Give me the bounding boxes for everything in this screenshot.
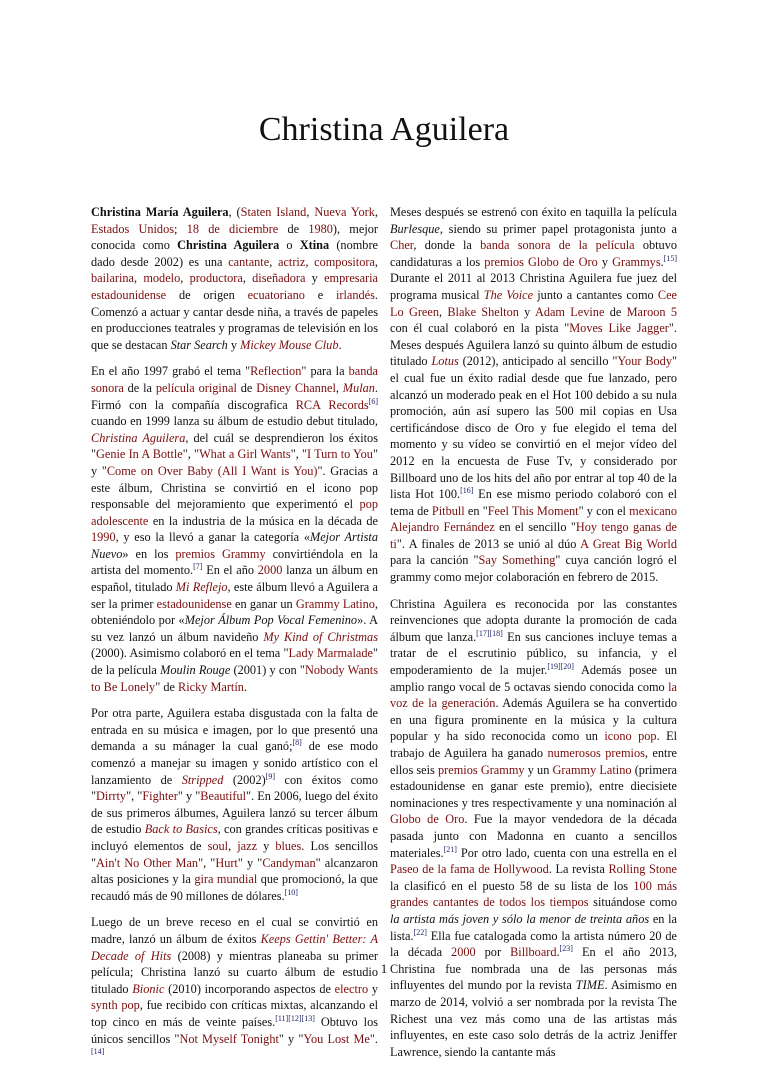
right-column bbox=[390, 204, 677, 1070]
text: , obteniéndolo por « bbox=[91, 596, 378, 628]
text: En el año bbox=[202, 563, 258, 578]
text: , bbox=[438, 304, 448, 319]
text: e bbox=[304, 287, 336, 302]
citation[interactable]: [11][12][13] bbox=[275, 1013, 315, 1023]
text: " y " bbox=[278, 1031, 304, 1046]
link-gira-mundial[interactable]: gira mundial bbox=[194, 872, 258, 887]
text: ", " bbox=[126, 789, 143, 804]
link-staten-island[interactable]: Staten Island bbox=[240, 205, 307, 219]
link-stripped[interactable]: Stripped bbox=[181, 772, 224, 787]
text: ; bbox=[174, 221, 187, 236]
citation[interactable]: [17][18] bbox=[476, 628, 503, 638]
italic-mejor-artista-nuevo: Mejor Artista Nuevo bbox=[91, 530, 378, 561]
link-nobody-wants-to-be-lonely[interactable]: Nobody Wants to Be Lonely bbox=[91, 663, 379, 694]
name-bold: Christina María Aguilera bbox=[91, 205, 229, 219]
text: en la industria de la música en la década de bbox=[148, 513, 378, 528]
text: Luego de un breve receso en el cual se convirtió en madre, lanzó un álbum de éxitos bbox=[91, 915, 378, 946]
text: , bbox=[180, 271, 190, 286]
text: ", " bbox=[198, 855, 216, 870]
link-1990[interactable]: 1990 bbox=[91, 530, 116, 545]
text: , bbox=[306, 205, 315, 219]
text: , entre ellos seis bbox=[390, 746, 678, 777]
link-feel-this-moment[interactable]: Feel This Moment bbox=[487, 503, 579, 518]
link-synth-pop[interactable]: synth pop bbox=[91, 998, 140, 1013]
citation[interactable]: [23] bbox=[559, 944, 573, 954]
text: ". En 2006, luego del éxito de sus primeros álbumes, Aguilera lanzó su tercer álbum de estudio bbox=[91, 789, 378, 837]
link-not-myself-tonight[interactable]: Not Myself Tonight bbox=[179, 1031, 279, 1046]
text: , ( bbox=[228, 205, 241, 219]
citation[interactable]: [8] bbox=[292, 738, 302, 748]
italic-star-search: Star Search bbox=[170, 337, 228, 352]
link-bionic[interactable]: Bionic bbox=[132, 981, 165, 996]
text: . El trabajo de Aguilera ha ganado bbox=[390, 729, 678, 760]
link-disney-channel[interactable]: Disney Channel bbox=[256, 380, 336, 395]
text: " el cual fue un éxito radial desde que fue lanzado, pero alcanzó un moderado peak en el Hot 100 debido a su nula promoción, aún así supero las 500 mil copias en Usa certificándose disco de Oro y fue elegido el tema del momento y su vídeo se convirtió en el mejor vídeo del 2012 en la encuesta de Fuse Tv, y considerado por Billboard uno de los hits del año por entrar al top 40 de la lista Hot 100. bbox=[390, 354, 678, 502]
link-mexicano[interactable]: mexicano bbox=[629, 503, 677, 518]
text: , siendo su primer papel protagonista junto a bbox=[439, 221, 677, 236]
link-pitbull[interactable]: Pitbull bbox=[431, 503, 465, 518]
link-beautiful[interactable]: Beautiful bbox=[200, 789, 247, 804]
link-hurt[interactable]: Hurt bbox=[215, 855, 238, 870]
text: (2000). Asimismo colaboró en el tema " bbox=[91, 646, 289, 661]
link-you-lost-me[interactable]: You Lost Me bbox=[303, 1031, 370, 1046]
text: y un bbox=[524, 762, 553, 777]
link-electro[interactable]: electro bbox=[334, 981, 369, 996]
link-nueva-york[interactable]: Nueva York bbox=[314, 205, 375, 219]
link-pelicula-original[interactable]: película original bbox=[155, 380, 237, 395]
text: lanza un álbum en español, titulado bbox=[91, 563, 378, 595]
link-ricky-martin[interactable]: Ricky Martín bbox=[178, 679, 244, 694]
text: . bbox=[556, 945, 560, 960]
text: . Además Aguilera se ha convertido en una figura prominente en la música y la cultura popular y ha sido reconocida como un bbox=[390, 696, 677, 744]
italic-artista-mas-joven: la artista más joven y sólo la menor de treinta años bbox=[390, 911, 650, 926]
text: , bbox=[228, 838, 238, 853]
link-back-to-basics[interactable]: Back to Basics bbox=[144, 822, 218, 837]
link-lotus[interactable]: Lotus bbox=[431, 354, 459, 369]
text: . La revista bbox=[548, 862, 609, 877]
link-numerosos-premios[interactable]: numerosos premios bbox=[547, 746, 645, 760]
text: para la canción " bbox=[390, 553, 479, 568]
italic-time: TIME bbox=[575, 978, 605, 993]
text: ", " bbox=[290, 447, 308, 462]
left-column bbox=[91, 204, 378, 1074]
link-pop-adolescente[interactable]: pop adolescente bbox=[91, 497, 378, 528]
link-grammys[interactable]: Grammys bbox=[612, 254, 661, 269]
link-alejandro-fernandez[interactable]: Alejandro Fernández bbox=[390, 520, 495, 535]
text: , bbox=[374, 205, 378, 219]
link-cher[interactable]: Cher bbox=[390, 238, 414, 253]
text: En sus canciones incluye temas a tratar de el escrutinio público, su infancia, y el empoderamiento de la mujer. bbox=[390, 629, 678, 678]
text: y bbox=[368, 981, 378, 996]
text: Además posee un amplio rango vocal de 5 octavas siendo conocida como bbox=[390, 663, 677, 694]
text: de bbox=[236, 380, 257, 395]
paragraph-career bbox=[91, 363, 378, 695]
text: (nombre dado desde 2002) es una bbox=[91, 238, 379, 269]
link-estados-unidos[interactable]: Estados Unidos bbox=[91, 221, 175, 236]
link-cantante[interactable]: cantante bbox=[228, 254, 270, 269]
citation[interactable]: [22] bbox=[413, 927, 427, 937]
text: " cuya canción logró el grammy como mejor colaboración en febrero de 2015. bbox=[390, 553, 678, 585]
text: , bbox=[242, 271, 253, 286]
text: , bbox=[374, 254, 378, 269]
link-100-mas-grandes-cantantes[interactable]: 100 más grandes cantantes de todos los tiempos bbox=[390, 878, 678, 910]
text: Durante el 2011 al 2013 Christina Aguilera fue juez del programa musical bbox=[390, 271, 677, 302]
link-globo-de-oro[interactable]: Globo de Oro bbox=[390, 812, 465, 827]
citation[interactable]: [15] bbox=[663, 253, 678, 263]
citation[interactable]: [16] bbox=[460, 486, 474, 495]
text: Ella fue catalogada como la artista número 20 de la década bbox=[390, 928, 677, 960]
text: o bbox=[279, 238, 300, 253]
link-i-turn-to-you[interactable]: I Turn to You bbox=[307, 447, 373, 462]
link-mi-reflejo[interactable]: Mi Reflejo bbox=[175, 580, 228, 595]
text: " y " bbox=[91, 447, 378, 478]
text: en el sencillo " bbox=[494, 520, 576, 535]
text: , del cuál se desprendieron los éxitos " bbox=[91, 430, 378, 462]
link-candyman[interactable]: Candyman bbox=[262, 855, 316, 870]
link-lady-marmalade[interactable]: Lady Marmalade bbox=[288, 646, 373, 661]
text: ", " bbox=[182, 447, 200, 462]
text: de ese modo comenzó a manejar su imagen y sonido artístico con el lanzamiento de bbox=[91, 739, 378, 787]
page-number: 1 bbox=[380, 961, 388, 976]
link-mickey-mouse-club[interactable]: Mickey Mouse Club bbox=[240, 337, 339, 352]
italic-burlesque: Burlesque bbox=[390, 221, 440, 236]
text: , con grandes críticas positivas e incluyó elementos de bbox=[91, 822, 378, 853]
link-18-diciembre[interactable]: 18 de diciembre bbox=[186, 221, 279, 236]
text: y bbox=[597, 254, 613, 269]
text: en " bbox=[464, 503, 488, 518]
text: Obtuvo los únicos sencillos " bbox=[91, 1014, 378, 1046]
link-banda-sonora[interactable]: banda sonora bbox=[91, 364, 378, 395]
link-mulan[interactable]: Mulan bbox=[342, 380, 375, 395]
text: " alcanzaron altas posiciones y la bbox=[91, 855, 378, 887]
link-empresaria[interactable]: empresaria bbox=[324, 271, 378, 286]
text: . bbox=[338, 337, 342, 352]
text: ), mejor conocida como bbox=[91, 221, 378, 253]
text: en la lista. bbox=[390, 911, 677, 943]
text: . bbox=[243, 679, 247, 694]
text: la clasificó en el puesto 58 de su lista de los bbox=[390, 878, 634, 893]
link-2000[interactable]: 2000 bbox=[451, 945, 476, 960]
text: . Los sencillos " bbox=[91, 838, 378, 870]
citation[interactable]: [6] bbox=[368, 396, 378, 406]
text: Meses después se estrenó con éxito en taquilla la película bbox=[390, 205, 677, 219]
link-irlandes[interactable]: irlandés bbox=[335, 287, 375, 302]
text: convirtiéndola en la artista del momento. bbox=[91, 546, 379, 578]
link-la-voz-de-la-generacion[interactable]: la voz de la generación bbox=[390, 679, 677, 711]
link-rolling-stone[interactable]: Rolling Stone bbox=[608, 862, 678, 877]
text: que promocionó, la que recaudó más de 90 millones de dólares. bbox=[91, 872, 378, 903]
text: En ese mismo periodo colaboró con el tema de bbox=[390, 487, 678, 518]
text: . Asimismo en marzo de 2014, volvió a ser nombrada por la revista The Richest una vez más como una de las artistas más influyentes, en este caso solo detrás de la actriz Jeniffer Lawrence, siendo la cantante más bbox=[390, 978, 677, 1059]
link-disenadora[interactable]: diseñadora bbox=[252, 271, 306, 286]
link-adam-levine[interactable]: Adam Levine bbox=[534, 304, 605, 319]
text: (primera estadounidense en ganar este premio), entre diecisiete nominaciones y tres respectivamente y una nominación al bbox=[390, 762, 678, 810]
link-compositora[interactable]: compositora bbox=[314, 254, 375, 269]
page-title: Christina Aguilera bbox=[258, 111, 510, 148]
bold-christina-aguilera: Christina Aguilera bbox=[177, 238, 280, 253]
text: , bbox=[134, 271, 144, 286]
text: . Comenzó a actuar y cantar desde niña, a través de papeles en producciones teatrales y programas de televisión en los que se destacan bbox=[91, 287, 378, 352]
text: , este álbum llevó a Aguilera a ser la primer bbox=[91, 580, 378, 611]
text: (2002) bbox=[223, 772, 266, 787]
text: con éxitos como " bbox=[91, 772, 378, 804]
text: Christina Aguilera es reconocida por las constantes reinvenciones que adopta durante la promoción de cada álbum que lanza. bbox=[390, 596, 677, 644]
text: " y " bbox=[177, 789, 201, 804]
text: junto a cantantes como bbox=[533, 287, 658, 302]
text: y bbox=[518, 304, 535, 319]
link-fighter[interactable]: Fighter bbox=[142, 789, 178, 804]
link-2000[interactable]: 2000 bbox=[257, 563, 283, 578]
link-premios-grammy[interactable]: premios Grammy bbox=[175, 546, 266, 561]
text: Por otra parte, Aguilera estaba disgustada con la falta de entrada en su música e imagen, por lo que presentó una demanda a su mánager la cual ganó; bbox=[91, 706, 378, 754]
text: cuando en 1999 lanza su álbum de estudio debut titulado, bbox=[91, 414, 378, 429]
bold-xtina: Xtina bbox=[299, 238, 330, 253]
link-banda-sonora-pelicula[interactable]: banda sonora de la película bbox=[480, 238, 635, 253]
link-a-great-big-world[interactable]: A Great Big World bbox=[580, 536, 677, 551]
text: , bbox=[269, 254, 278, 269]
text: de bbox=[278, 221, 309, 236]
link-modelo[interactable]: modelo bbox=[143, 271, 181, 286]
link-cee-lo-green[interactable]: Cee Lo Green bbox=[390, 287, 677, 319]
text: ". bbox=[369, 1031, 378, 1046]
text: de origen bbox=[166, 287, 248, 302]
text: ". Gracias a este álbum, Christina se convirtió en el icono pop responsable del mejoramiento que experimentó el bbox=[91, 463, 378, 512]
text: " de bbox=[155, 679, 178, 694]
text: » en los bbox=[122, 546, 176, 561]
text: de la bbox=[123, 380, 156, 395]
link-maroon-5[interactable]: Maroon 5 bbox=[626, 304, 677, 319]
text: obtuvo candidaturas a los bbox=[390, 238, 678, 269]
link-reflection[interactable]: Reflection bbox=[250, 364, 302, 379]
text: en ganar un bbox=[231, 596, 296, 611]
link-blake-shelton[interactable]: Blake Shelton bbox=[447, 304, 519, 319]
text: " y " bbox=[237, 855, 263, 870]
text: y bbox=[305, 271, 325, 286]
text: (2012), anticipado al sencillo " bbox=[458, 354, 618, 369]
text: situándose como bbox=[588, 895, 678, 910]
link-estadounidense[interactable]: estadounidense bbox=[156, 596, 232, 611]
link-the-voice[interactable]: The Voice bbox=[483, 287, 534, 302]
text: En el año 2013, Christina fue nombrada una de las personas más influyentes del mundo por la revista bbox=[390, 945, 677, 993]
citation[interactable]: [10] bbox=[284, 887, 298, 897]
link-keeps-gettin-better[interactable]: Keeps Gettin' Better: A Decade of Hits bbox=[91, 931, 378, 963]
citation[interactable]: [14] bbox=[91, 1047, 105, 1056]
link-rca-records[interactable]: RCA Records bbox=[295, 397, 369, 412]
text: por bbox=[475, 945, 511, 960]
link-say-something[interactable]: Say Something bbox=[478, 553, 556, 568]
text: ». A su vez lanzó un álbum navideño bbox=[91, 613, 378, 644]
citation[interactable]: [19][20] bbox=[547, 661, 574, 671]
link-dirrty[interactable]: Dirrty bbox=[96, 789, 127, 804]
text: con él cual colaboró en la pista " bbox=[390, 321, 570, 336]
link-icono-pop[interactable]: icono pop bbox=[604, 729, 657, 744]
link-soul[interactable]: soul bbox=[207, 838, 229, 853]
paragraph-bionic bbox=[91, 914, 378, 1063]
link-christina-aguilera-album[interactable]: Christina Aguilera bbox=[91, 430, 186, 445]
text: , y eso la llevó a ganar la categoría « bbox=[115, 530, 310, 545]
citation[interactable]: [21] bbox=[443, 844, 457, 854]
text: , bbox=[335, 380, 343, 395]
link-blues[interactable]: blues bbox=[275, 838, 302, 853]
paragraph-stripped bbox=[91, 705, 378, 904]
text: . bbox=[660, 254, 664, 269]
link-productora[interactable]: productora bbox=[189, 271, 243, 286]
link-actriz[interactable]: actriz bbox=[278, 254, 306, 269]
citation[interactable]: [9] bbox=[265, 771, 276, 781]
text: . Fue la mayor vendedora de la década pasada junto con Madonna en cuanto a sencillos materiales. bbox=[390, 812, 677, 860]
link-premios-grammy[interactable]: premios Grammy bbox=[438, 762, 525, 777]
citation[interactable]: [7] bbox=[193, 562, 203, 572]
text: ". A finales de 2013 se unió al dúo bbox=[396, 536, 581, 551]
italic-moulin-rouge: Moulin Rouge bbox=[160, 663, 231, 678]
text: , fue recibido con críticas mixtas, alcanzando el top cinco en más de veinte países. bbox=[91, 998, 378, 1029]
link-my-kind-of-christmas[interactable]: My Kind of Christmas bbox=[263, 629, 378, 644]
text: " para la bbox=[301, 364, 349, 379]
paragraph-legacy bbox=[390, 596, 677, 1061]
link-billboard[interactable]: Billboard bbox=[510, 945, 557, 960]
text: . Firmó con la compañía discografica bbox=[91, 380, 378, 412]
link-what-a-girl-wants[interactable]: What a Girl Wants bbox=[199, 447, 291, 462]
link-aint-no-other-man[interactable]: Ain't No Other Man bbox=[96, 855, 199, 870]
text: (2001) y con " bbox=[230, 663, 305, 678]
italic-mejor-album: Mejor Álbum Pop Vocal Femenino bbox=[184, 613, 358, 628]
link-genie-in-a-bottle[interactable]: Genie In A Bottle bbox=[96, 447, 183, 462]
link-1980[interactable]: 1980 bbox=[308, 221, 333, 236]
text: " de la película bbox=[91, 646, 378, 678]
link-paseo-de-la-fama[interactable]: Paseo de la fama de Hollywood bbox=[390, 862, 549, 877]
link-grammy-latino[interactable]: Grammy Latino bbox=[552, 762, 632, 777]
text: y bbox=[227, 337, 241, 352]
link-grammy-latino[interactable]: Grammy Latino bbox=[295, 596, 375, 611]
text: En el año 1997 grabó el tema " bbox=[91, 364, 251, 379]
link-hoy-tengo-ganas-de-ti[interactable]: Hoy tengo ganas de ti bbox=[390, 520, 677, 551]
link-bailarina[interactable]: bailarina bbox=[91, 271, 135, 286]
text: (2008) y mientras planeaba su primer película; Christina lanzó su cuarto álbum de estudio titulado bbox=[91, 948, 378, 996]
paragraph-burlesque bbox=[390, 204, 677, 586]
link-come-on-over-baby[interactable]: Come on Over Baby (All I Want is You) bbox=[106, 463, 318, 478]
text: (2010) incorporando aspectos de bbox=[164, 981, 335, 996]
text: Por otro lado, cuenta con una estrella en el bbox=[456, 845, 677, 860]
link-premios-globo-de-oro[interactable]: premios Globo de Oro bbox=[484, 254, 598, 269]
text: , donde la bbox=[413, 238, 481, 253]
link-estadounidense[interactable]: estadounidense bbox=[91, 287, 167, 302]
text: " y con el bbox=[578, 503, 630, 518]
paragraph-intro bbox=[91, 204, 378, 353]
link-your-body[interactable]: Your Body bbox=[617, 354, 672, 369]
link-moves-like-jagger[interactable]: Moves Like Jagger bbox=[569, 321, 669, 336]
text: de bbox=[604, 304, 627, 319]
link-jazz[interactable]: jazz bbox=[237, 838, 258, 853]
text: ". Meses después Aguilera lanzó su quinto álbum de estudio titulado bbox=[390, 321, 677, 369]
text: y bbox=[257, 838, 276, 853]
text: , bbox=[305, 254, 315, 269]
link-ecuatoriano[interactable]: ecuatoriano bbox=[247, 287, 305, 302]
